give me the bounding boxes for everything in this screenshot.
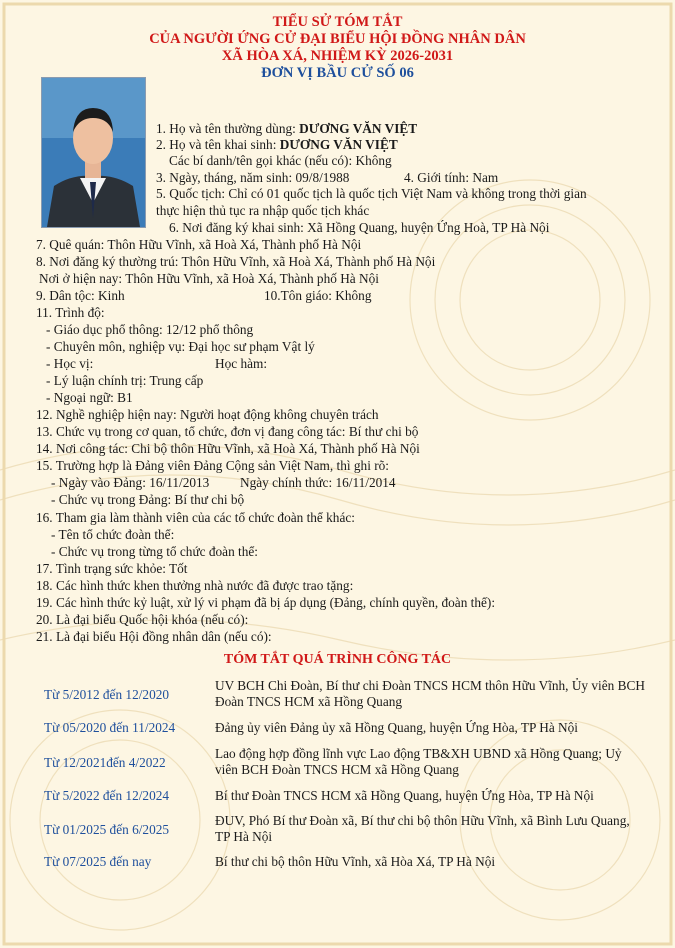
doc-subtitle: CỦA NGƯỜI ỨNG CỬ ĐẠI BIỂU HỘI ĐỒNG NHÂN DÂN — [149, 31, 526, 47]
bio-general-education: - Giáo dục phổ thông: 12/12 phổ thông — [46, 322, 254, 337]
bio-education-heading: 11. Trình độ: — [36, 305, 105, 320]
work-row-content: Bí thư Đoàn TNCS HCM xã Hồng Quang, huyện Ứng Hòa, TP Hà Nội — [215, 788, 594, 803]
bio-organization-name: - Tên tổ chức đoàn thể: — [51, 527, 175, 542]
bio-nationality: 5. Quốc tịch: Chỉ có 01 quốc tịch là quốc tịch Việt Nam và không trong thời gian — [156, 186, 587, 201]
work-row-date: Từ 01/2025 đến 6/2025 — [44, 822, 170, 837]
bio-permanent-residence: 8. Nơi đăng ký thường trú: Thôn Hữu Vĩnh, xã Hoà Xá, Thành phố Hà Nội — [36, 254, 436, 269]
bio-ethnicity: 9. Dân tộc: Kinh — [36, 288, 125, 303]
work-row-content: Bí thư chi bộ thôn Hữu Vĩnh, xã Hòa Xá, TP Hà Nội — [215, 854, 496, 869]
bio-workplace: 14. Nơi công tác: Chi bộ thôn Hữu Vĩnh, xã Hoà Xá, Thành phố Hà Nội — [36, 441, 420, 456]
bio-organizations-heading: 16. Tham gia làm thành viên của các tổ chức đoàn thể khác: — [36, 510, 355, 525]
bio-party-heading: 15. Trường hợp là Đảng viên Đảng Cộng sản Việt Nam, thì ghi rõ: — [36, 458, 389, 473]
doc-unit: ĐƠN VỊ BẦU CỬ SỐ 06 — [261, 65, 414, 81]
portrait-photo — [41, 77, 146, 228]
bio-aliases: Các bí danh/tên gọi khác (nếu có): Không — [169, 153, 392, 168]
bio-specialization: - Chuyên môn, nghiệp vụ: Đại học sư phạm Vật lý — [46, 339, 315, 354]
bio-religion: 10.Tôn giáo: Không — [264, 288, 372, 303]
bio-organization-position: - Chức vụ trong từng tổ chức đoàn thể: — [51, 544, 258, 559]
work-row-date: Từ 5/2012 đến 12/2020 — [44, 687, 170, 702]
work-row-date: Từ 05/2020 đến 11/2024 — [44, 720, 176, 735]
bio-discipline: 19. Các hình thức kỷ luật, xử lý vi phạm đã bị áp dụng (Đảng, chính quyền, đoàn thể): — [36, 595, 496, 610]
bio-political-theory: - Lý luận chính trị: Trung cấp — [46, 373, 204, 388]
bio-peoples-council: 21. Là đại biểu Hội đồng nhân dân (nếu có): — [36, 629, 272, 644]
doc-commune: XÃ HÒA XÁ, NHIỆM KỲ 2026-2031 — [221, 48, 454, 64]
bio-birth-registration: 6. Nơi đăng ký khai sinh: Xã Hồng Quang, huyện Ứng Hoà, TP Hà Nội — [169, 220, 550, 235]
work-row-content: ĐUV, Phó Bí thư Đoàn xã, Bí thư chi bộ thôn Hữu Vĩnh, xã Bình Lưu Quang, TP Hà Nội — [215, 813, 630, 844]
bio-party-position: - Chức vụ trong Đảng: Bí thư chi bộ — [51, 492, 245, 507]
work-history-title: TÓM TẮT QUÁ TRÌNH CÔNG TÁC — [223, 652, 452, 667]
portrait-photo-icon — [42, 78, 145, 227]
work-row-content: Lao động hợp đồng lĩnh vực Lao động TB&XH UBND xã Hồng Quang; Uỷ viên BCH Đoàn TNCS HCM xã Hồng Quang — [215, 746, 622, 777]
doc-title: TIỂU SỬ TÓM TẮT — [272, 14, 403, 30]
bio-academic-rank: Học hàm: — [215, 356, 268, 371]
bio-gender: 4. Giới tính: Nam — [404, 170, 499, 185]
bio-nationality-cont: thực hiện thủ tục ra nhập quốc tịch khác — [156, 203, 370, 218]
bio-birth-name: 2. Họ và tên khai sinh: DƯƠNG VĂN VIỆT — [156, 137, 398, 152]
work-row-content: UV BCH Chi Đoàn, Bí thư chi Đoàn TNCS HCM thôn Hữu Vĩnh, Ủy viên BCH Đoàn TNCS HCM xã Hồng Quang — [215, 678, 645, 709]
bio-national-assembly: 20. Là đại biểu Quốc hội khóa (nếu có): — [36, 612, 249, 627]
bio-party-official-date: Ngày chính thức: 16/11/2014 — [240, 475, 396, 490]
work-row-date: Từ 12/2021đến 4/2022 — [44, 755, 166, 770]
bio-current-residence: Nơi ở hiện nay: Thôn Hữu Vĩnh, xã Hoà Xá, Thành phố Hà Nội — [39, 271, 379, 286]
bio-hometown: 7. Quê quán: Thôn Hữu Vĩnh, xã Hoà Xá, Thành phố Hà Nội — [36, 237, 362, 252]
work-row-content: Đảng ủy viên Đảng ủy xã Hồng Quang, huyện Ứng Hòa, TP Hà Nội — [215, 720, 578, 735]
bio-birth-date: 3. Ngày, tháng, năm sinh: 09/8/1988 — [156, 170, 350, 185]
bio-foreign-language: - Ngoại ngữ: B1 — [46, 390, 133, 405]
work-row-date: Từ 07/2025 đến nay — [44, 854, 152, 869]
bio-occupation: 12. Nghề nghiệp hiện nay: Người hoạt động không chuyên trách — [36, 407, 379, 422]
work-row-date: Từ 5/2022 đến 12/2024 — [44, 788, 170, 803]
bio-common-name: 1. Họ và tên thường dùng: DƯƠNG VĂN VIỆT — [156, 121, 418, 136]
bio-health: 17. Tình trạng sức khỏe: Tốt — [36, 561, 188, 576]
bio-degree: - Học vị: — [46, 356, 94, 371]
bio-party-join-date: - Ngày vào Đảng: 16/11/2013 — [51, 475, 210, 490]
bio-awards: 18. Các hình thức khen thưởng nhà nước đã được trao tặng: — [36, 578, 354, 593]
bio-position: 13. Chức vụ trong cơ quan, tổ chức, đơn vị đang công tác: Bí thư chi bộ — [36, 424, 419, 439]
